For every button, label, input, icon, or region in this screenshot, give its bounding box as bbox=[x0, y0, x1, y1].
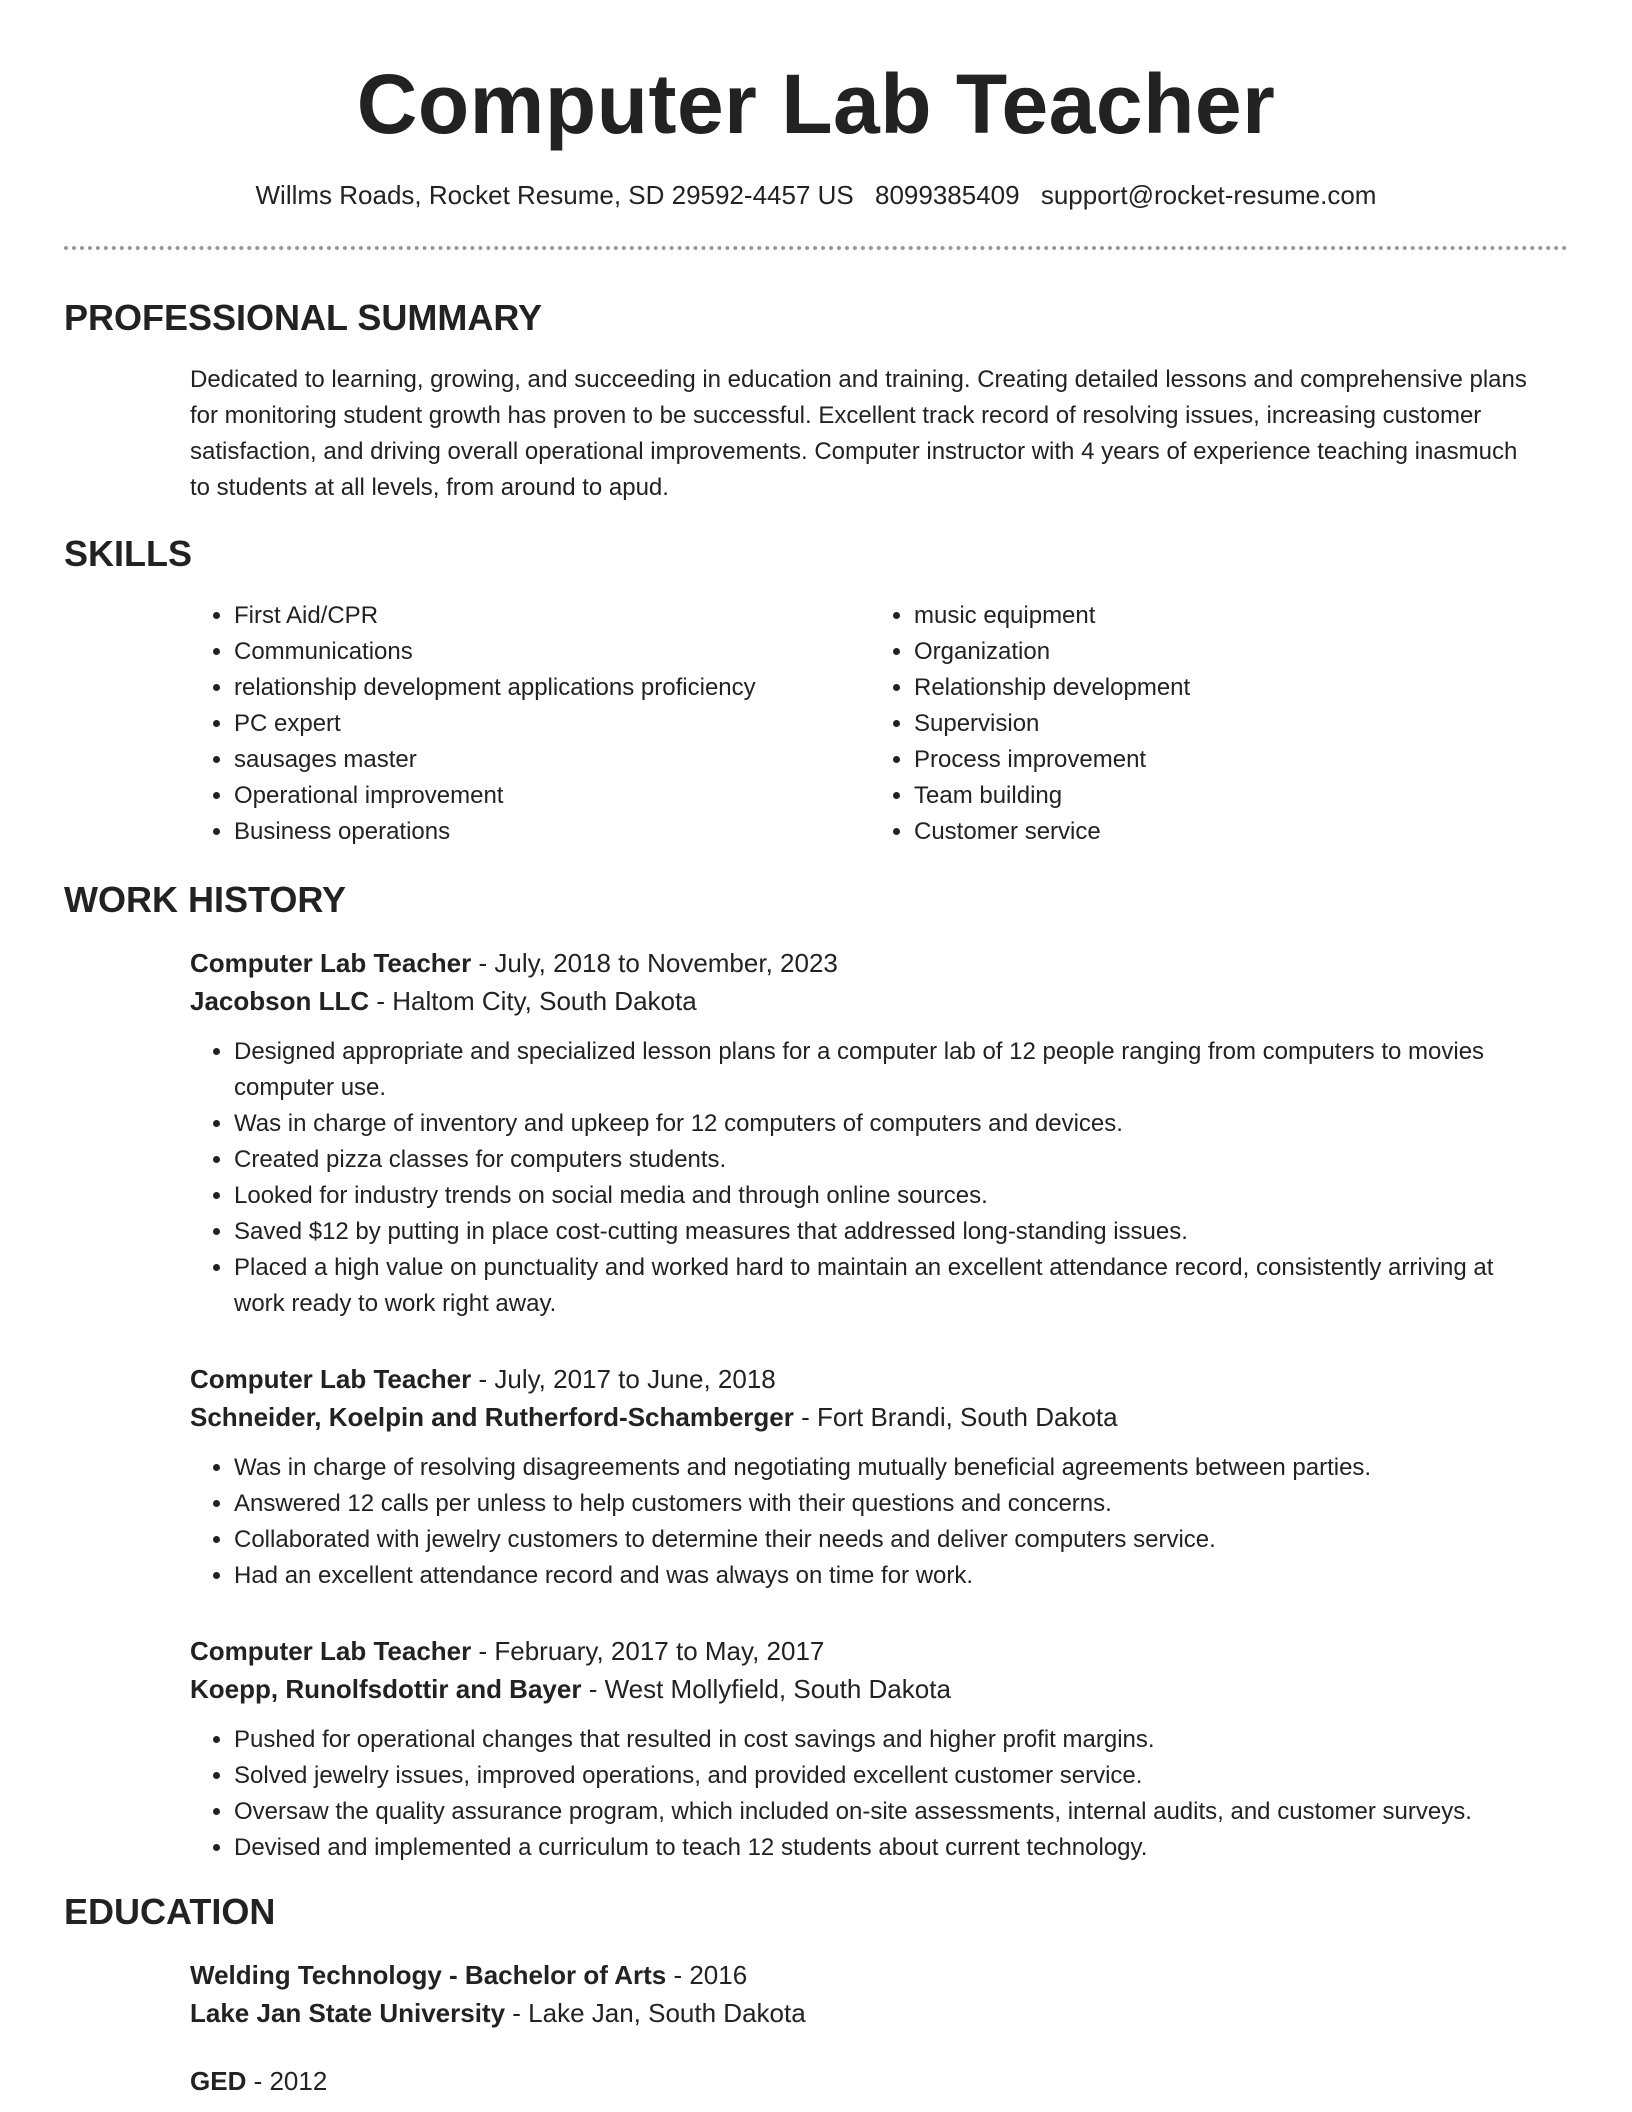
section-title-education: EDUCATION bbox=[64, 1891, 276, 1932]
job-company-line bbox=[190, 982, 1568, 1020]
job-role-line bbox=[190, 1360, 1568, 1398]
job-duty: • Answered 12 calls per unless to help customers with their questions and concerns. bbox=[234, 1486, 1548, 1522]
job-title: Computer Lab Teacher bbox=[190, 1364, 472, 1394]
work-entry bbox=[64, 1360, 1568, 1594]
education-year: - 2012 bbox=[246, 2066, 328, 2096]
skills-list bbox=[64, 598, 1568, 850]
section-title-summary: PROFESSIONAL SUMMARY bbox=[64, 297, 543, 338]
contact-email: support@rocket-resume.com bbox=[1040, 180, 1377, 210]
work-entry bbox=[64, 944, 1568, 1322]
contact-line bbox=[64, 178, 1568, 212]
job-duty: • Created pizza classes for computers students. bbox=[234, 1142, 1548, 1178]
education-degree-line bbox=[190, 2062, 1568, 2100]
skill-item: • Communications bbox=[234, 634, 870, 670]
job-duties bbox=[190, 1722, 1568, 1866]
education-degree-line bbox=[190, 1956, 1568, 1994]
resume-name: Computer Lab Teacher bbox=[356, 57, 1276, 151]
job-company: Koepp, Runolfsdottir and Bayer bbox=[190, 1674, 582, 1704]
skill-item: • Team building bbox=[914, 778, 1514, 814]
job-duty: • Designed appropriate and specialized lesson plans for a computer lab of 12 people ranging from computers to movies computer use. bbox=[234, 1034, 1548, 1106]
skill-item: • sausages master bbox=[234, 742, 870, 778]
job-duty: • Devised and implemented a curriculum to teach 12 students about current technology. bbox=[234, 1830, 1548, 1866]
skill-item: • Supervision bbox=[914, 706, 1514, 742]
job-role-line bbox=[190, 944, 1568, 982]
education-school-line bbox=[190, 1994, 1568, 2032]
job-dates: - July, 2017 to June, 2018 bbox=[471, 1364, 776, 1394]
job-location: - West Mollyfield, South Dakota bbox=[581, 1674, 951, 1704]
job-duty: • Was in charge of inventory and upkeep for 12 computers of computers and devices. bbox=[234, 1106, 1548, 1142]
job-duty: • Was in charge of resolving disagreements and negotiating mutually beneficial agreements between parties. bbox=[234, 1450, 1548, 1486]
job-duty: • Had an excellent attendance record and was always on time for work. bbox=[234, 1558, 1548, 1594]
skill-item: • Customer service bbox=[914, 814, 1514, 850]
contact-phone: 8099385409 bbox=[875, 180, 1020, 210]
work-entry bbox=[64, 1632, 1568, 1866]
job-duty: • Looked for industry trends on social media and through online sources. bbox=[234, 1178, 1548, 1214]
education-entry bbox=[64, 1956, 1568, 2032]
header-divider bbox=[64, 246, 1568, 250]
job-company-line bbox=[190, 1670, 1568, 1708]
education-year: - 2016 bbox=[666, 1960, 748, 1990]
job-role-line bbox=[190, 1632, 1568, 1670]
skill-item: • PC expert bbox=[234, 706, 870, 742]
education-entry bbox=[64, 2062, 1568, 2100]
job-duties bbox=[190, 1034, 1568, 1322]
skills-column-1 bbox=[190, 598, 870, 850]
skill-item: • Organization bbox=[914, 634, 1514, 670]
job-duty: • Saved $12 by putting in place cost-cutting measures that addressed long-standing issues. bbox=[234, 1214, 1548, 1250]
skill-item: • music equipment bbox=[914, 598, 1514, 634]
section-title-skills: SKILLS bbox=[64, 533, 193, 574]
education-location: - Lake Jan, South Dakota bbox=[505, 1998, 806, 2028]
skill-item: • Process improvement bbox=[914, 742, 1514, 778]
section-title-work-history: WORK HISTORY bbox=[64, 879, 347, 920]
job-location: - Fort Brandi, South Dakota bbox=[793, 1402, 1118, 1432]
job-duty: • Solved jewelry issues, improved operations, and provided excellent customer service. bbox=[234, 1758, 1548, 1794]
job-company: Jacobson LLC bbox=[190, 986, 370, 1016]
skills-column-2 bbox=[870, 598, 1514, 850]
job-company-line bbox=[190, 1398, 1568, 1436]
skill-item: • Operational improvement bbox=[234, 778, 870, 814]
education-school: Lake Jan State University bbox=[190, 1998, 506, 2028]
skill-item: • Business operations bbox=[234, 814, 870, 850]
job-duty: • Collaborated with jewelry customers to determine their needs and deliver computers service. bbox=[234, 1522, 1548, 1558]
skill-item: • Relationship development bbox=[914, 670, 1514, 706]
job-company: Schneider, Koelpin and Rutherford-Schamberger bbox=[190, 1402, 794, 1432]
skill-item: • First Aid/CPR bbox=[234, 598, 870, 634]
skill-item: • relationship development applications proficiency bbox=[234, 670, 870, 706]
summary-text: Dedicated to learning, growing, and succeeding in education and training. Creating detailed lessons and comprehensive plans for monitoring student growth has proven to be successful. Excellent track record of resolving issues, increasing customer satisfaction, and driving overall operational improvements. Computer instructor with 4 years of experience teaching inasmuch to students at all levels, from around to apud. bbox=[190, 366, 1527, 501]
resume-page bbox=[64, 0, 1568, 2100]
job-location: - Haltom City, South Dakota bbox=[369, 986, 697, 1016]
job-duties bbox=[190, 1450, 1568, 1594]
job-dates: - February, 2017 to May, 2017 bbox=[471, 1636, 825, 1666]
contact-address: Willms Roads, Rocket Resume, SD 29592-4457 US bbox=[255, 180, 854, 210]
education-degree: Welding Technology - Bachelor of Arts bbox=[190, 1960, 667, 1990]
education-degree: GED bbox=[190, 2066, 247, 2096]
job-duty: • Placed a high value on punctuality and worked hard to maintain an excellent attendance record, consistently arriving at work ready to work right away. bbox=[234, 1250, 1548, 1322]
job-title: Computer Lab Teacher bbox=[190, 948, 472, 978]
job-title: Computer Lab Teacher bbox=[190, 1636, 472, 1666]
job-duty: • Pushed for operational changes that resulted in cost savings and higher profit margins. bbox=[234, 1722, 1548, 1758]
job-duty: • Oversaw the quality assurance program, which included on-site assessments, internal audits, and customer surveys. bbox=[234, 1794, 1548, 1830]
job-dates: - July, 2018 to November, 2023 bbox=[471, 948, 838, 978]
